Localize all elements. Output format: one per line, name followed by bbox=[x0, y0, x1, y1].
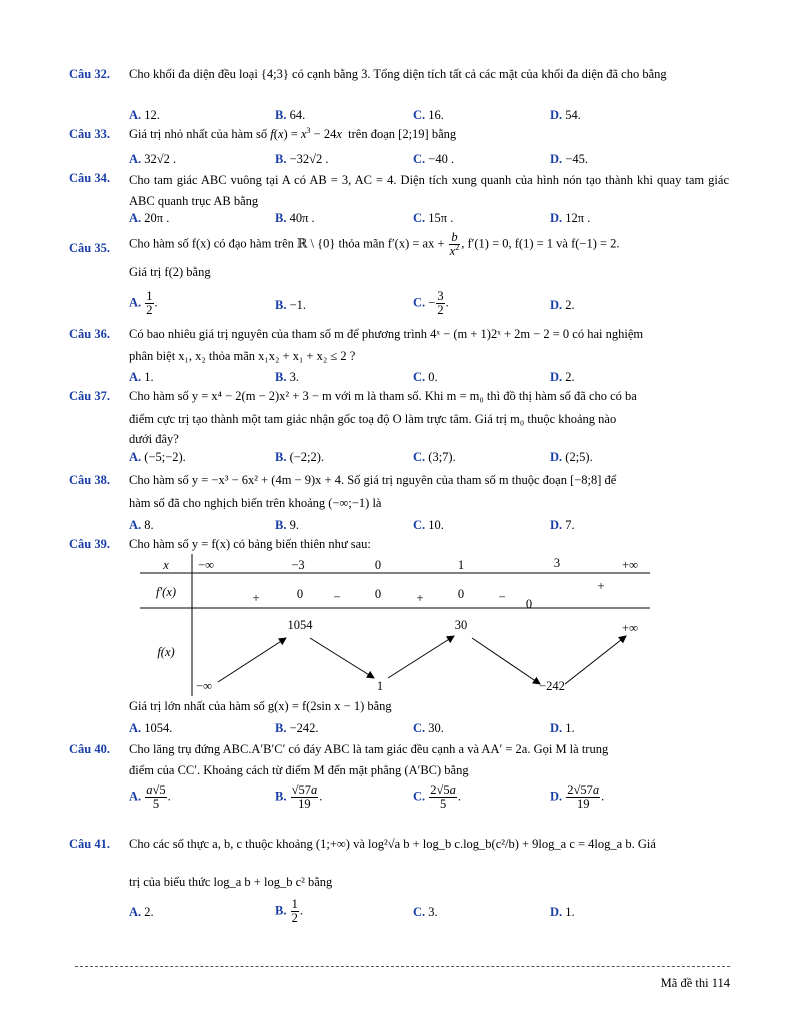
row-header-f: f(x) bbox=[157, 645, 175, 659]
answer-c: 15π . bbox=[428, 211, 454, 225]
question-37-line3: dưới đây? bbox=[129, 432, 179, 446]
answer-c: (3;7). bbox=[428, 450, 456, 464]
answer-c: C. $\frac{2√5a}{5}$ . bbox=[413, 783, 462, 811]
question-41: Câu 41. Cho các số thực a, b, c thuộc khoảng (1;+∞) và log²√a b + log_b c.log_b(c²/b) + 9log_a c = 4log_a b. Giá bbox=[69, 837, 656, 851]
increase-arrow bbox=[565, 636, 626, 684]
derivative-sign: + bbox=[597, 579, 605, 593]
answer-a: 1054. bbox=[144, 721, 173, 735]
answer-a: 12. bbox=[144, 108, 160, 122]
answer-d: (2;5). bbox=[565, 450, 593, 464]
question-39-prompt: Giá trị lớn nhất của hàm số g(x) = f(2sin x − 1) bằng bbox=[129, 699, 392, 713]
answer-d: 12π . bbox=[565, 211, 591, 225]
x-value: 3 bbox=[553, 556, 561, 570]
question-37-line2: điểm cực trị tạo thành một tam giác nhận gốc toạ độ O làm trực tâm. Giá trị m₀ thuộc khoảng nào bbox=[129, 412, 617, 426]
question-38-line2: hàm số đã cho nghịch biến trên khoảng (−∞;−1) là bbox=[129, 496, 382, 510]
question-37: Câu 37. Cho hàm số y = x⁴ − 2(m − 2)x² + 3 − m với m là tham số. Khi m = m₀ thì đồ thị hàm số đã cho có ba bbox=[69, 389, 637, 403]
question-32 bbox=[69, 66, 729, 82]
question-text: Cho khối đa diện đều loại {4;3} có cạnh bằng 3. Tổng diện tích tất cả các mặt của khối đa diện đã cho bằng bbox=[129, 67, 667, 81]
question-number: Câu 37. bbox=[69, 389, 110, 403]
answer-b: $\frac{1}{2}$ bbox=[291, 897, 298, 925]
f-value: 1054 bbox=[287, 618, 313, 632]
x-value: −∞ bbox=[198, 558, 214, 572]
answer-d: −45. bbox=[565, 152, 588, 166]
answer-d: 54. bbox=[565, 108, 581, 122]
increase-arrow bbox=[218, 638, 286, 682]
f-value: +∞ bbox=[622, 621, 638, 635]
decrease-arrow bbox=[310, 638, 374, 678]
question-34 bbox=[69, 170, 729, 212]
answer-c: $\frac{3}{2}$ bbox=[437, 289, 444, 317]
question-number: Câu 32. bbox=[69, 67, 110, 81]
question-35-line2: Giá trị f(2) bằng bbox=[129, 265, 211, 279]
answer-a: 32√2 . bbox=[144, 152, 177, 166]
f-value: −242 bbox=[539, 679, 565, 693]
decrease-arrow bbox=[472, 638, 540, 684]
derivative-sign: 0 bbox=[525, 597, 533, 611]
answer-b: B. $\frac{√57a}{19}$ . bbox=[275, 783, 323, 811]
question-number: Câu 41. bbox=[69, 837, 110, 851]
f-value: −∞ bbox=[196, 679, 212, 693]
row-header-fprime: f′(x) bbox=[155, 585, 177, 599]
answer-a: 1. bbox=[144, 370, 154, 384]
answer-a: 2. bbox=[144, 905, 154, 919]
question-36: Câu 36. Có bao nhiêu giá trị nguyên của tham số m để phương trình 4ˣ − (m + 1)2ˣ + 2m − 2 = 0 có hai nghiệm bbox=[69, 327, 644, 341]
x-value: +∞ bbox=[622, 558, 638, 572]
question-40: Câu 40. Cho lăng trụ đứng ABC.A′B′C′ có đáy ABC là tam giác đều cạnh a và AA′ = 2a. Gọi M là trung bbox=[69, 742, 609, 756]
exam-code: Mã đề thi 114 bbox=[660, 976, 730, 990]
increase-arrow bbox=[388, 636, 454, 678]
answer-b: −1. bbox=[289, 298, 307, 312]
question-40-line2: điểm của CC′. Khoảng cách từ điểm M đến mặt phẳng (A′BC) bằng bbox=[129, 763, 469, 777]
answer-c: 30. bbox=[428, 721, 444, 735]
derivative-sign: + bbox=[416, 591, 424, 605]
answer-b: 64. bbox=[289, 108, 306, 122]
answer-d: 2. bbox=[565, 370, 575, 384]
answer-c: −40 . bbox=[428, 152, 455, 166]
question-39: Câu 39. Cho hàm số y = f(x) có bảng biến thiên như sau: bbox=[69, 537, 371, 551]
answer-a: A. $\frac{a√5}{5}$ . bbox=[129, 783, 171, 811]
x-value: 1 bbox=[457, 558, 465, 572]
footer-divider bbox=[75, 966, 730, 967]
answer-b: (−2;2). bbox=[289, 450, 325, 464]
answer-b: 3. bbox=[289, 370, 299, 384]
answer-c: 3. bbox=[428, 905, 438, 919]
x-value: −3 bbox=[291, 558, 305, 572]
answer-a: 20π . bbox=[144, 211, 170, 225]
answer-a: 8. bbox=[144, 518, 154, 532]
derivative-sign: 0 bbox=[457, 587, 465, 601]
question-38: Câu 38. Cho hàm số y = −x³ − 6x² + (4m − 9)x + 4. Số giá trị nguyên của tham số m thuộc đoạn [−8;8] để bbox=[69, 473, 617, 487]
answer-d: 2. bbox=[565, 298, 575, 312]
answer-b: −242. bbox=[289, 721, 319, 735]
answer-d: 7. bbox=[565, 518, 575, 532]
answer-b: 40π . bbox=[289, 211, 315, 225]
answer-a: (−5;−2). bbox=[144, 450, 186, 464]
f-value: 1 bbox=[376, 679, 384, 693]
question-number: Câu 40. bbox=[69, 742, 110, 756]
exam-page: Câu 32. Cho khối đa diện đều loại {4;3} có cạnh bằng 3. Tổng diện tích tất cả các mặt của khối đa diện đã cho bằng A. 12. B. 64. C. 16. D. 54. Câu 33. Giá trị nhỏ nhất của hàm số $f(x) = x^3 - 24x$ trên đoạn [2;19] bằng A. 32√2 . B. −32√2 . C. −40 . D. −45. Câu 34. Cho tam giác ABC vuông tại A có AB = 3, AC = 4. Diện tích xung quanh của hình nón tạo thành khi quay tam giác ABC quanh trục AB bằng A. 20π . B. 40π . C. 15π . D. 12π . Câu 35. Cho hàm số f(x) có đạo hàm trên ℝ \ {0} thỏa mãn f′(x) = ax + $\frac{b}{x^2}$ , f′(1) = 0, f(1) = 1 và f(−1) = 2. Giá trị f(2) bằng A. $\frac{1}{2}$ . B. −1. C. − $\frac{3}{2}$ . D. 2. Câu 36. Có bao nhiêu giá trị nguyên của tham số m để phương trình 4ˣ − (m + 1)2ˣ + 2m − 2 = 0 có hai nghiệm phân biệt x₁, x₂ thỏa mãn x₁x₂ + x₁ + x₂ ≤ 2 ? A. 1. B. 3. C. 0. D. 2. Câu 37. Cho hàm số y = x⁴ − 2(m − 2)x² + 3 − m với m là tham số. Khi m = m₀ thì đồ thị hàm số đã cho có ba điểm cực trị tạo thành một tam giác nhận gốc toạ độ O làm trực tâm. Giá trị m₀ thuộc khoảng nào dưới đây? A. (−5;−2). B. (−2;2). C. (3;7). D. (2;5). Câu 38. Cho hàm số y = −x³ − 6x² + (4m − 9)x + 4. Số giá trị nguyên của tham số m thuộc đoạn [−8;8] để hàm số đã cho nghịch biến trên khoảng (−∞;−1) là A. 8. B. 9. C. 10. D. 7. Câu 39. Cho hàm số y = f(x) có bảng biến thiên như sau: x f′(x) f(x) −∞ −3 0 1 3 +∞ + 0 − 0 + 0 − 0 + 1054 30 +∞ −∞ 1 −242 Giá trị lớn nhất của hàm số g(x) = f(2sin x − 1) bằng A. 1054. B. −242. C. 30. D. 1. Câu 40. Cho lăng trụ đứng ABC.A′B′C′ có đáy ABC là tam giác đều cạnh a và AA′ = 2a. Gọi M là trung điểm của CC′. Khoảng cách từ điểm M đến mặt phẳng (A′BC) bằng A. $\frac{a√5}{5}$ . B. $\frac{√57a}{19}$ . C. $\frac{2√5a}{5}$ . D. $\frac{2√57a}{19}$ . Câu 41. Cho các số thực a, b, c thuộc khoảng (1;+∞) và log²√a b + log_b c.log_b(c²/b) + 9log_a c = 4log_a b. Giá trị của biểu thức log_a b + log_b c² bằng A. 2. B. $\frac{1}{2}$ . C. 3. D. 1. Mã đề thi 114 bbox=[69, 67, 730, 990]
derivative-sign: 0 bbox=[374, 587, 382, 601]
question-35 bbox=[69, 231, 729, 258]
answer-b: −32√2 . bbox=[289, 152, 329, 166]
question-33 bbox=[69, 126, 729, 142]
answer-a: $\frac{1}{2}$ bbox=[146, 289, 153, 317]
x-value: 0 bbox=[374, 558, 382, 572]
derivative-sign: − bbox=[333, 590, 341, 604]
question-41-line2: trị của biểu thức log_a b + log_b c² bằng bbox=[129, 875, 333, 889]
derivative-sign: + bbox=[252, 591, 260, 605]
question-text: Cho hàm số f(x) có đạo hàm trên ℝ \ {0} thỏa mãn f′(x) = ax + $\frac{b}{x^2}$ , f′(1) = 0, f(1) = 1 và f(−1) = 2. bbox=[129, 230, 620, 258]
question-number: Câu 33. bbox=[69, 127, 110, 141]
derivative-sign: − bbox=[498, 590, 506, 604]
question-number: Câu 38. bbox=[69, 473, 110, 487]
question-36-line2: phân biệt x₁, x₂ thỏa mãn x₁x₂ + x₁ + x₂ ≤ 2 ? bbox=[129, 349, 356, 363]
question-number: Câu 39. bbox=[69, 537, 110, 551]
answer-c: 10. bbox=[428, 518, 444, 532]
question-number: Câu 35. bbox=[69, 241, 110, 255]
answer-c: 0. bbox=[428, 370, 438, 384]
answer-d: 1. bbox=[565, 905, 575, 919]
variation-table bbox=[140, 552, 655, 697]
f-value: 30 bbox=[454, 618, 468, 632]
row-header-x: x bbox=[163, 558, 169, 572]
answer-d: 1. bbox=[565, 721, 575, 735]
question-text: Giá trị nhỏ nhất của hàm số $f(x) = x^3 - 24x$ trên đoạn [2;19] bằng bbox=[129, 125, 457, 141]
question-text: Cho tam giác ABC vuông tại A có AB = 3, AC = 4. Diện tích xung quanh của hình nón tạo thành khi quay tam giác ABC quanh trục AB bằng bbox=[129, 173, 729, 208]
question-number: Câu 36. bbox=[69, 327, 110, 341]
question-number: Câu 34. bbox=[69, 171, 110, 185]
answer-c: 16. bbox=[428, 108, 444, 122]
answer-b: 9. bbox=[289, 518, 299, 532]
derivative-sign: 0 bbox=[296, 587, 304, 601]
answer-d: D. $\frac{2√57a}{19}$ . bbox=[550, 783, 605, 811]
